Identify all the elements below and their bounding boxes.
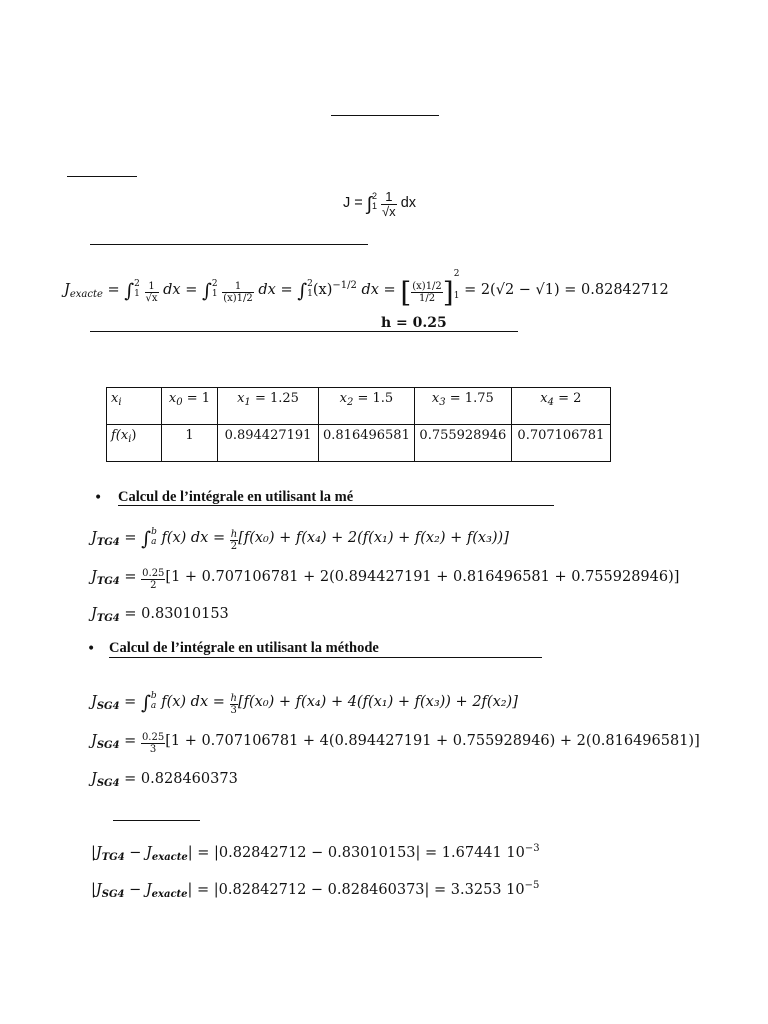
int: ∫ (140, 692, 151, 714)
cell-var: x (111, 391, 119, 406)
f2d: (x)1/2 (223, 293, 253, 304)
table-cell: 1 (162, 425, 218, 462)
dx3: dx (361, 282, 379, 298)
bullet-1: • (94, 490, 103, 506)
cn: 0.25 (141, 732, 165, 743)
table-cell (107, 388, 162, 425)
table-row (107, 425, 611, 462)
table-cell (162, 388, 218, 425)
cell-val: = 2 (558, 391, 582, 406)
exact-formula: $J_{exacte} = \int 2$ 1 $\frac{1}{√x}$ dx = ∫2 1 $\frac{1}{(x)1/2}$ dx = ∫2 $1(x)^{-1/2}$ dx = [ $\frac{(x)1/2}{1/2}$ ]2 1 = 2(√2 − √1) = 0.82842712 (64, 263, 669, 309)
minus: − (129, 845, 142, 861)
rhs: f(x) dx = (161, 694, 225, 710)
title-underline (331, 115, 439, 116)
hn: h (230, 693, 237, 704)
fx-label: f(x (111, 428, 129, 443)
e1-exp: −3 (524, 843, 540, 854)
j-sub: TG4 (96, 537, 120, 548)
table-cell: 0.707106781 (511, 425, 610, 462)
simpson-formula: $J_{SG4} = \int b$ a f(x) dx = $\frac{h}{3}$ [f(x₀) + f(x₄) + 4(f(x₁) + f(x₃)) + 2f(x₂)] (91, 691, 518, 716)
table-cell (107, 425, 162, 462)
table-cell: 0.755928946 (414, 425, 511, 462)
j-sub: SG4 (96, 740, 120, 751)
bracket-frac (411, 281, 443, 304)
result: = 0.828460373 (124, 771, 238, 787)
cd: 2 (150, 580, 157, 591)
int3: ∫ (297, 280, 308, 302)
trapeze-title-underline (118, 505, 554, 506)
trapeze-title: Calcul de l’intégrale en utilisant la mé (118, 489, 354, 505)
table-cell: 0.894427191 (218, 425, 319, 462)
cell-var: x (540, 391, 548, 406)
exacte-sub: exacte (151, 852, 188, 863)
u2: 2 (211, 279, 218, 289)
numerator: 1 (381, 190, 397, 205)
h-frac (230, 693, 238, 716)
trapeze-result (91, 606, 229, 624)
j: J (91, 733, 97, 749)
subst: [1 + 0.707106781 + 2(0.894427191 + 0.816496581 + 0.755928946)] (165, 569, 680, 585)
table-row (107, 388, 611, 425)
cell-sub: 2 (346, 397, 354, 408)
j2: J (146, 845, 152, 861)
exact-result: = 2(√2 − √1) = 0.82842712 (464, 282, 669, 298)
trapeze-formula: $J_{TG4} = \int b$ a f(x) dx = $\frac{h}{2}$ [f(x₀) + f(x₄) + 2(f(x₁) + f(x₂) + f(x₃))] (91, 527, 509, 552)
power-exp: −1/2 (332, 280, 357, 291)
e2-exp: −5 (524, 880, 540, 891)
j: J (91, 569, 97, 585)
hd: 3 (230, 705, 237, 716)
formula: [f(x₀) + f(x₄) + 4(f(x₁) + f(x₃)) + 2f(x₂)] (237, 694, 518, 710)
c-frac (141, 568, 165, 591)
step-underline (90, 331, 518, 332)
j-sub: SG4 (96, 778, 120, 789)
cell-sub: 4 (547, 397, 554, 408)
eq: = (107, 282, 120, 298)
e1-rhs: | = |0.82842712 − 0.83010153| = 1.67441 10 (187, 845, 525, 861)
bullet-2: • (87, 641, 96, 657)
bracket-close: ] (442, 276, 454, 309)
table-cell (319, 388, 415, 425)
l1: 1 (134, 289, 140, 299)
dx: dx (400, 195, 417, 211)
frac1 (145, 281, 159, 304)
j2: J (145, 882, 152, 898)
cell-sub: 1 (244, 397, 251, 408)
cell-val: = 1.25 (254, 391, 299, 406)
subst: [1 + 0.707106781 + 4(0.894427191 + 0.755928946) + 2(0.816496581)] (165, 733, 700, 749)
j-sub: TG4 (101, 852, 125, 863)
l2: 1 (211, 289, 218, 299)
integral-limits (372, 191, 377, 211)
bl: 1 (453, 291, 460, 301)
c-frac (141, 732, 165, 755)
cell-sub: i (118, 397, 122, 408)
problem-integral (343, 190, 416, 219)
lim1 (134, 279, 140, 299)
j: J (95, 845, 102, 861)
simpson-result (91, 771, 238, 789)
cell-var: x (237, 391, 245, 406)
f1d: √x (145, 293, 158, 304)
dx2: dx (258, 282, 276, 298)
e2-rhs: | = |0.82842712 − 0.828460373| = 3.3253 10 (187, 882, 525, 898)
b: b (150, 691, 157, 701)
j-sub: SG4 (101, 889, 125, 900)
u3: 2 (307, 279, 313, 289)
fx-end: ) (131, 428, 137, 443)
j: J (91, 606, 97, 622)
cell-sub: 3 (439, 397, 446, 408)
bu: 2 (453, 269, 460, 279)
j: J (95, 882, 102, 898)
cell-var: x (168, 391, 177, 406)
fx-sub: i (128, 434, 132, 445)
cell-var: x (339, 391, 347, 406)
int: ∫ (141, 528, 152, 550)
j-sub: TG4 (96, 576, 120, 587)
values-table (106, 387, 611, 462)
int1: ∫ (124, 280, 135, 302)
table-cell (414, 388, 511, 425)
l3: 1 (307, 289, 313, 299)
exacte-sub: exacte (151, 889, 188, 900)
error-simpson: $|J_{SG4} - J_{exacte}| = |0.82842712 - 0.828460373| = 3.3253$ $10^{-5}$ (91, 880, 540, 900)
table-cell (511, 388, 610, 425)
lower-limit: 1 (372, 201, 378, 211)
formula: [f(x₀) + f(x₄) + 2(f(x₁) + f(x₂) + f(x₃))] (238, 530, 509, 546)
exact-underline (90, 244, 368, 245)
a: a (151, 537, 157, 547)
cd: 3 (149, 744, 157, 755)
j-sub: TG4 (96, 613, 120, 624)
h-frac (230, 529, 238, 552)
f2n: 1 (222, 281, 254, 293)
cell-val: = 1 (186, 391, 211, 406)
bracket-open: [ (400, 276, 412, 309)
j: J (91, 771, 97, 787)
result: = 0.83010153 (124, 606, 229, 622)
dx1: dx (163, 282, 181, 298)
error-trapeze: $|J_{TG4} - J_{exacte}| = |0.82842712 - 0.83010153| = 1.67441$ $10^{-3}$ (91, 843, 540, 863)
integrand-fraction (381, 190, 397, 219)
simpson-substitution: $J_{SG4}$ = $\frac{0.25}{3}$ [1 + 0.707106781 + 4(0.894427191 + 0.755928946) + 2(0.816496581)] (91, 732, 700, 755)
cn: 0.25 (142, 568, 165, 579)
power-term: (x) (312, 282, 333, 298)
cell-sub: 0 (176, 397, 183, 408)
lim2 (212, 279, 218, 299)
simpson-title: Calcul de l’intégrale en utilisant la méthode (109, 640, 379, 656)
rhs: f(x) dx = (161, 530, 226, 546)
j: J (91, 694, 97, 710)
bfn: (x)1/2 (412, 281, 442, 292)
frac2 (222, 281, 254, 304)
lim (151, 691, 157, 711)
b: b (151, 527, 157, 537)
hn: h (230, 529, 238, 540)
step-label: h = 0.25 (381, 315, 447, 331)
errors-underline (113, 820, 200, 821)
j-sub: SG4 (96, 701, 120, 712)
denominator: √x (382, 204, 396, 219)
minus: − (129, 882, 142, 898)
integral-sign: ∫ (366, 194, 372, 215)
cell-val: = 1.5 (357, 391, 394, 406)
u1: 2 (134, 279, 140, 289)
int2: ∫ (201, 280, 212, 302)
trapeze-substitution: $J_{TG4}$ = $\frac{0.25}{2}$ [1 + 0.707106781 + 2(0.894427191 + 0.816496581 + 0.755928946)] (91, 568, 680, 591)
j: J (91, 530, 97, 546)
lim (151, 527, 157, 547)
integral-lhs: J = (343, 195, 363, 211)
table-cell: 0.816496581 (319, 425, 415, 462)
upper-limit: 2 (372, 191, 378, 201)
section-underline (67, 176, 137, 177)
cell-val: = 1.75 (449, 391, 494, 406)
table-cell (218, 388, 319, 425)
simpson-title-underline (109, 657, 542, 658)
hd: 2 (230, 541, 238, 552)
bracket-limits (454, 263, 460, 307)
bfd: 1/2 (418, 293, 436, 304)
exact-sub: exacte (69, 289, 103, 300)
j-label: J (64, 282, 70, 298)
a: a (150, 701, 157, 711)
cell-var: x (431, 391, 440, 406)
f1n: 1 (145, 281, 159, 293)
